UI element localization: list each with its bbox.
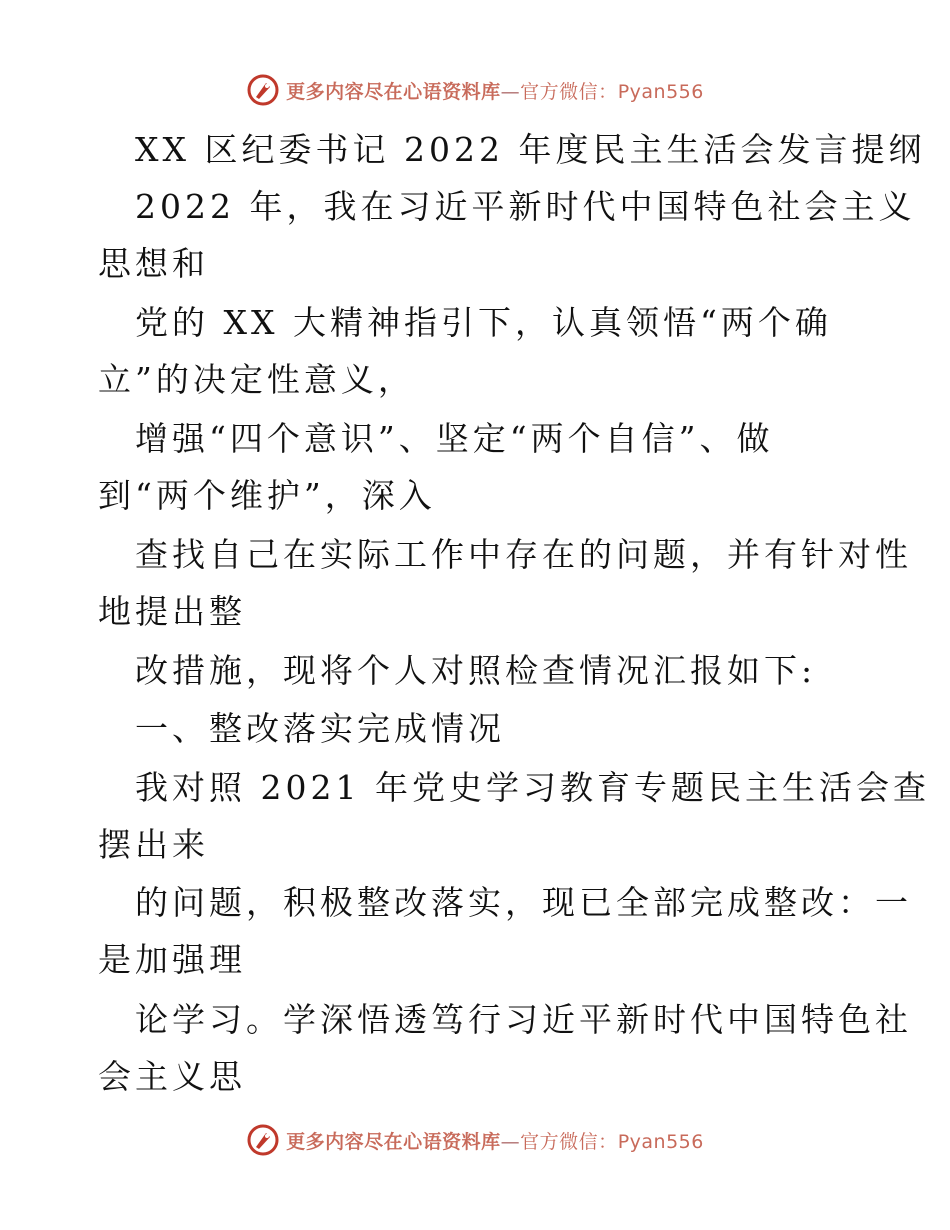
watermark-banner-bottom [0,1120,950,1160]
watermark-text [286,1127,704,1154]
paragraph-line: 到“两个维护”，深入 [98,476,436,515]
paragraph-line: 的问题，积极整改落实，现已全部完成整改：一 [135,883,912,922]
watermark-wechat-id: Pyan556 [617,80,704,103]
watermark-banner-top [0,70,950,110]
document-title: XX 区纪委书记 2022 年度民主生活会发言提纲 [135,130,926,169]
paragraph-line: 摆出来 [98,825,209,864]
paragraph-line: 2022 年，我在习近平新时代中国特色社会主义 [135,187,916,226]
paragraph-line: 改措施，现将个人对照检查情况汇报如下: [135,651,817,690]
paragraph-line: 论学习。学深悟透笃行习近平新时代中国特色社 [135,1000,912,1039]
paragraph-line: 会主义思 [98,1057,246,1096]
watermark-wechat-id: Pyan556 [617,1130,704,1153]
watermark-separator: — [500,80,521,103]
paragraph-line: 思想和 [98,244,209,283]
watermark-main-text: 更多内容尽在心语资料库 [286,80,501,103]
pen-nib-logo-icon [246,1123,280,1157]
watermark-wechat-label: 官方微信： [520,80,618,103]
paragraph-line: 立”的决定性意义， [98,360,415,399]
watermark-main-text: 更多内容尽在心语资料库 [286,1130,501,1153]
paragraph-line: 地提出整 [98,592,246,631]
watermark-wechat-label: 官方微信： [520,1130,618,1153]
watermark-separator: — [500,1130,521,1153]
paragraph-line: 我对照 2021 年党史学习教育专题民主生活会查 [135,768,930,807]
watermark-text [286,77,704,104]
paragraph-line: 增强“四个意识”、坚定“两个自信”、做 [135,419,774,458]
pen-nib-logo-icon [246,73,280,107]
section-heading: 一、整改落实完成情况 [135,709,505,748]
paragraph-line: 查找自己在实际工作中存在的问题，并有针对性 [135,535,912,574]
paragraph-line: 是加强理 [98,940,246,979]
paragraph-line: 党的 XX 大精神指引下，认真领悟“两个确 [135,303,832,342]
